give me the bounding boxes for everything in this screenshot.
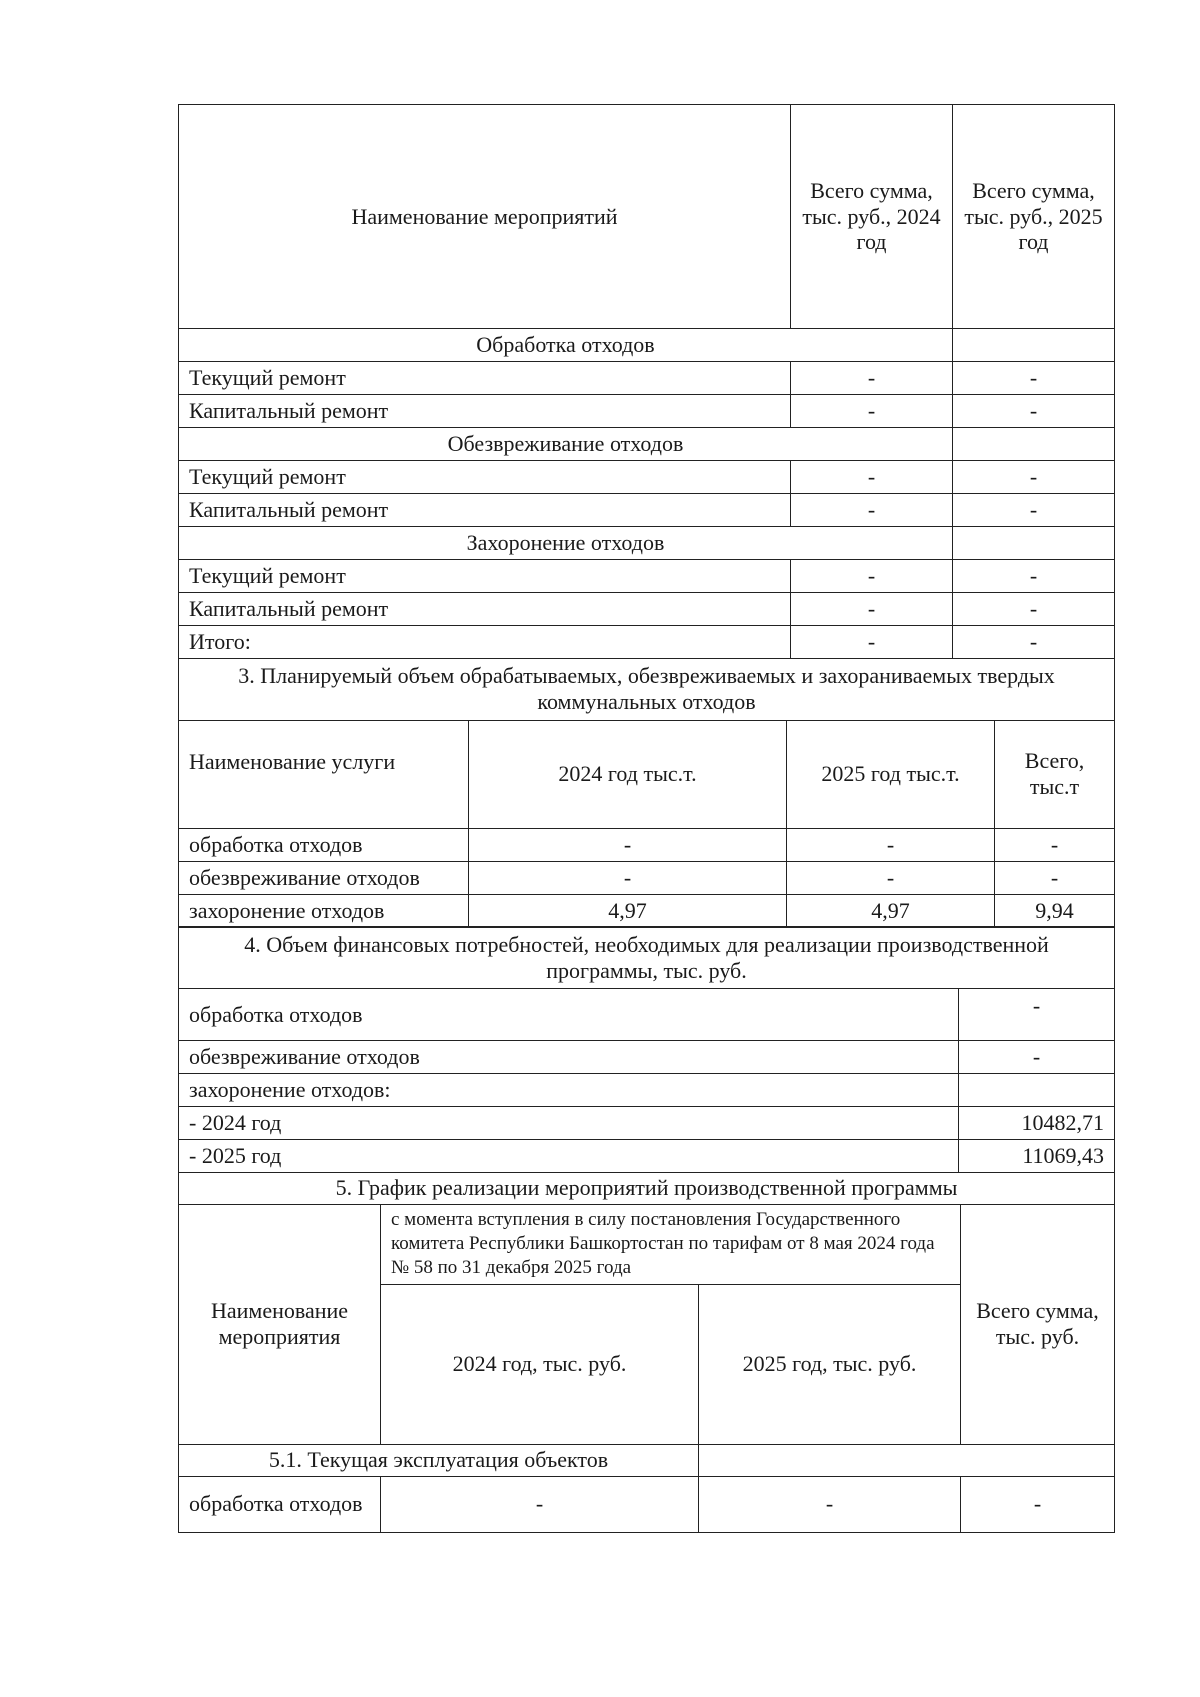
waste-volume-table <box>178 658 1115 928</box>
header-2024: 2024 год тыс.т. <box>469 720 787 828</box>
cell-2025: - <box>953 362 1115 395</box>
cell-2025: - <box>699 1476 961 1532</box>
row-label: - 2024 год <box>179 1107 959 1140</box>
financial-needs-table <box>178 926 1115 1173</box>
cell-2025: 4,97 <box>787 894 995 927</box>
cell-2025: - <box>953 395 1115 428</box>
cell-2024: 4,97 <box>469 894 787 927</box>
subsection-title: 5.1. Текущая эксплуатация объектов <box>179 1444 699 1476</box>
cell-value <box>959 1074 1115 1107</box>
cell-2025: - <box>953 593 1115 626</box>
section-4-title: 4. Объем финансовых потребностей, необходимых для реализации производственной программы, тыс. руб. <box>179 927 1115 989</box>
cell-2024: - <box>791 593 953 626</box>
cell-2024: - <box>791 362 953 395</box>
header-2024: 2024 год, тыс. руб. <box>381 1284 699 1444</box>
cell-total: - <box>961 1476 1115 1532</box>
cell-2024: - <box>791 461 953 494</box>
group-title: Обезвреживание отходов <box>179 428 953 461</box>
header-2025-total: Всего сумма, тыс. руб., 2025 год <box>953 105 1115 329</box>
repair-costs-table <box>178 104 1115 659</box>
cell-2025: - <box>953 494 1115 527</box>
row-label: обработка отходов <box>179 828 469 861</box>
section-5-title: 5. График реализации мероприятий производственной программы <box>179 1172 1115 1204</box>
cell-total: - <box>995 828 1115 861</box>
cell-value: - <box>959 989 1115 1041</box>
cell-2024: - <box>791 395 953 428</box>
cell-2025: - <box>787 861 995 894</box>
row-label: захоронение отходов: <box>179 1074 959 1107</box>
header-2025: 2025 год тыс.т. <box>787 720 995 828</box>
row-label: Капитальный ремонт <box>179 593 791 626</box>
cell-value: - <box>959 1041 1115 1074</box>
group-title: Захоронение отходов <box>179 527 953 560</box>
cell-2025: - <box>953 560 1115 593</box>
row-label: Текущий ремонт <box>179 461 791 494</box>
cell-total: - <box>995 861 1115 894</box>
group-title: Обработка отходов <box>179 329 953 362</box>
header-activity-name: Наименование мероприятия <box>179 1204 381 1444</box>
cell-value: 11069,43 <box>959 1140 1115 1173</box>
cell-2024: - <box>469 828 787 861</box>
cell-value: 10482,71 <box>959 1107 1115 1140</box>
total-2024: - <box>791 626 953 659</box>
header-total: Всего, тыс.т <box>995 720 1115 828</box>
row-label: захоронение отходов <box>179 894 469 927</box>
header-total: Всего сумма, тыс. руб. <box>961 1204 1115 1444</box>
cell-2024: - <box>791 560 953 593</box>
header-service-name: Наименование услуги <box>179 720 469 828</box>
total-2025: - <box>953 626 1115 659</box>
cell-2024: - <box>791 494 953 527</box>
document-page <box>178 104 1114 1533</box>
row-label: обработка отходов <box>179 1476 381 1532</box>
row-label: обезвреживание отходов <box>179 861 469 894</box>
row-label: Капитальный ремонт <box>179 395 791 428</box>
header-2024-total: Всего сумма, тыс. руб., 2024 год <box>791 105 953 329</box>
row-label: - 2025 год <box>179 1140 959 1173</box>
header-activity-name: Наименование мероприятий <box>179 105 791 329</box>
cell-total: 9,94 <box>995 894 1115 927</box>
row-label: Текущий ремонт <box>179 362 791 395</box>
cell-2024: - <box>381 1476 699 1532</box>
cell-2025: - <box>787 828 995 861</box>
cell-2025: - <box>953 461 1115 494</box>
row-label: обработка отходов <box>179 989 959 1041</box>
row-label: Текущий ремонт <box>179 560 791 593</box>
header-2025: 2025 год, тыс. руб. <box>699 1284 961 1444</box>
cell-2024: - <box>469 861 787 894</box>
row-label: обезвреживание отходов <box>179 1041 959 1074</box>
section-3-title: 3. Планируемый объем обрабатываемых, обезвреживаемых и захораниваемых твердых коммунальных отходов <box>179 658 1115 720</box>
total-label: Итого: <box>179 626 791 659</box>
row-label: Капитальный ремонт <box>179 494 791 527</box>
header-period: с момента вступления в силу постановления Государственного комитета Республики Башкортостан по тарифам от 8 мая 2024 года № 58 по 31 декабря 2025 года <box>381 1204 961 1284</box>
schedule-table <box>178 1172 1115 1533</box>
